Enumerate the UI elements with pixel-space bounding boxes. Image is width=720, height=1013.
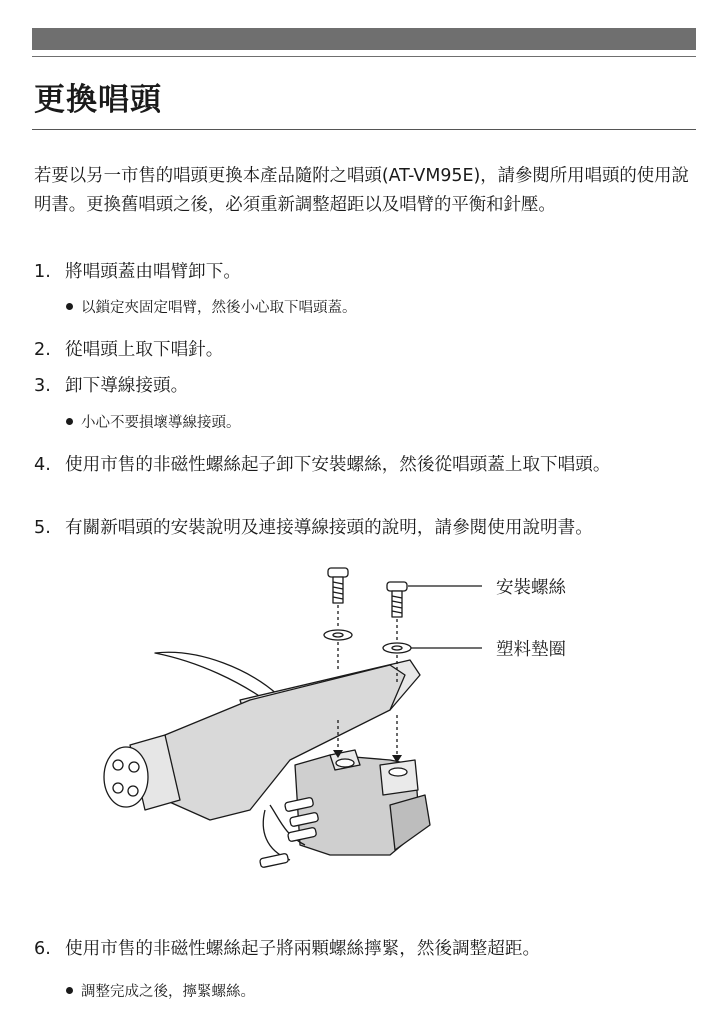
header-rule [32, 56, 696, 57]
note-text: 以鎖定夾固定唱臂，然後小心取下唱頭蓋。 [81, 300, 357, 316]
step-text: 使用市售的非磁性螺絲起子卸下安裝螺絲，然後從唱頭蓋上取下唱頭。 [65, 455, 611, 475]
note-text: 調整完成之後，擰緊螺絲。 [81, 984, 255, 1000]
intro-paragraph: 若要以另一市售的唱頭更換本產品隨附之唱頭(AT-VM95E)，請參閱所用唱頭的使用說明書。更換舊唱頭之後，必須重新調整超距以及唱臂的平衡和針壓。 [34, 166, 689, 215]
step-number: 1. [34, 262, 51, 282]
title-rule [32, 129, 696, 130]
bullet-icon [66, 303, 73, 310]
header-bar [32, 28, 696, 50]
washer-label: 塑料墊圈 [496, 640, 566, 660]
step-number: 6. [34, 939, 51, 959]
step-number: 4. [34, 455, 51, 475]
screw-label: 安裝螺絲 [496, 578, 566, 598]
headshell-diagram [90, 560, 610, 880]
step-3-note [66, 413, 241, 433]
step-text: 卸下導線接頭。 [65, 376, 189, 396]
step-number: 5. [34, 518, 51, 538]
step-6-note [66, 982, 255, 1002]
step-text: 有關新唱頭的安裝說明及連接導線接頭的說明，請參閱使用說明書。 [65, 518, 593, 538]
step-number: 2. [34, 340, 51, 360]
step-1-note [66, 298, 357, 318]
note-text: 小心不要損壞導線接頭。 [81, 415, 241, 431]
step-text: 從唱頭上取下唱針。 [65, 340, 224, 360]
bullet-icon [66, 987, 73, 994]
step-text: 使用市售的非磁性螺絲起子將兩顆螺絲擰緊，然後調整超距。 [65, 939, 541, 959]
step-number: 3. [34, 376, 51, 396]
headshell-illustration [90, 560, 610, 880]
step-text: 將唱頭蓋由唱臂卸下。 [65, 262, 241, 282]
page-title: 更換唱頭 [34, 82, 162, 118]
bullet-icon [66, 418, 73, 425]
